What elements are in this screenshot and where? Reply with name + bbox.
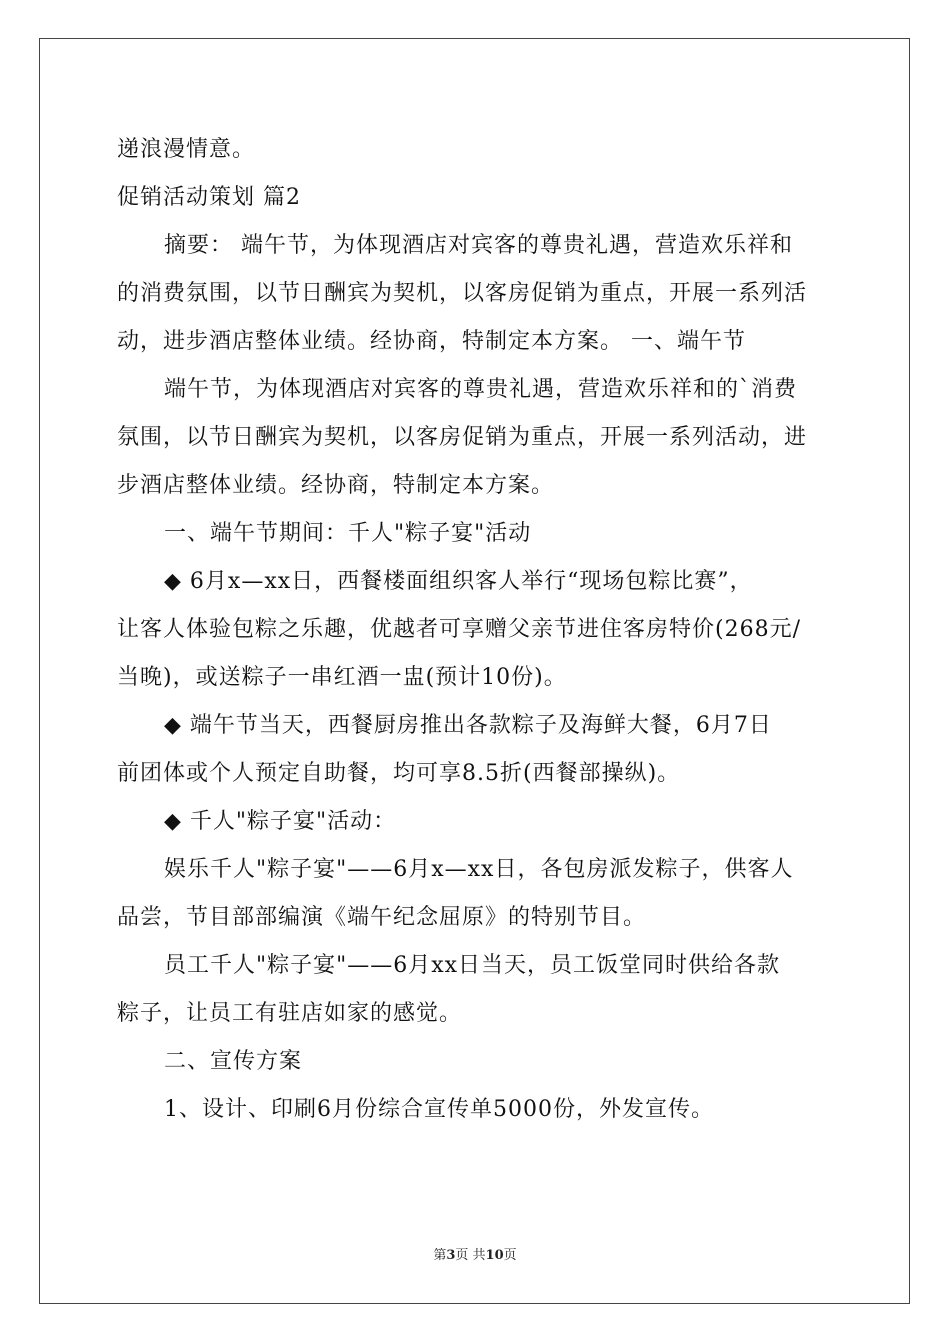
text-line: 粽子，让员工有驻店如家的感觉。	[117, 1001, 463, 1026]
text-line: 氛围，以节日酬宾为契机，以客房促销为重点，开展一系列活动，进	[117, 425, 808, 450]
subheading: 一、端午节期间：千人"粽子宴"活动	[164, 521, 532, 546]
total-pages: 10	[485, 1248, 504, 1263]
footer-prefix: 第	[433, 1248, 447, 1263]
text-line: 端午节，为体现酒店对宾客的尊贵礼遇，营造欢乐祥和的`消费	[164, 377, 798, 402]
text-line: 的消费氛围，以节日酬宾为契机，以客房促销为重点，开展一系列活	[117, 281, 808, 306]
page-number: 3	[446, 1248, 456, 1263]
bullet-line: ◆ 端午节当天，西餐厨房推出各款粽子及海鲜大餐，6月7日	[164, 713, 772, 738]
footer-mid: 页 共	[455, 1248, 486, 1263]
text-line: 摘要： 端午节，为体现酒店对宾客的尊贵礼遇，营造欢乐祥和	[164, 233, 793, 258]
document-body	[117, 126, 837, 1134]
text-line: 员工千人"粽子宴"——6月xx日当天，员工饭堂同时供给各款	[164, 953, 781, 978]
text-line: 1、设计、印刷6月份综合宣传单5000份，外发宣传。	[164, 1097, 714, 1122]
text-line: 娱乐千人"粽子宴"——6月x—xx日，各包房派发粽子，供客人	[164, 857, 794, 882]
footer-suffix: 页	[503, 1248, 517, 1263]
section-heading: 促销活动策划 篇2	[117, 185, 301, 210]
bullet-line: ◆ 6月x—xx日，西餐楼面组织客人举行“现场包粽比赛”，	[164, 569, 753, 594]
text-line: 品尝，节目部部编演《端午纪念屈原》的特别节目。	[117, 905, 647, 930]
text-line: 步酒店整体业绩。经协商，特制定本方案。	[117, 473, 555, 498]
text-line: 前团体或个人预定自助餐，均可享8.5折(西餐部操纵)。	[117, 761, 681, 786]
bullet-line: ◆ 千人"粽子宴"活动：	[164, 809, 397, 834]
text-line: 当晚)，或送粽子一串红酒一盅(预计10份)。	[117, 665, 567, 690]
text-line: 让客人体验包粽之乐趣，优越者可享赠父亲节进住客房特价(268元/	[117, 617, 801, 642]
text-line: 动，进步酒店整体业绩。经协商，特制定本方案。 一、端午节	[117, 329, 746, 354]
subheading: 二、宣传方案	[164, 1049, 303, 1074]
text-line: 递浪漫情意。	[117, 137, 256, 162]
page-footer	[0, 1248, 950, 1264]
